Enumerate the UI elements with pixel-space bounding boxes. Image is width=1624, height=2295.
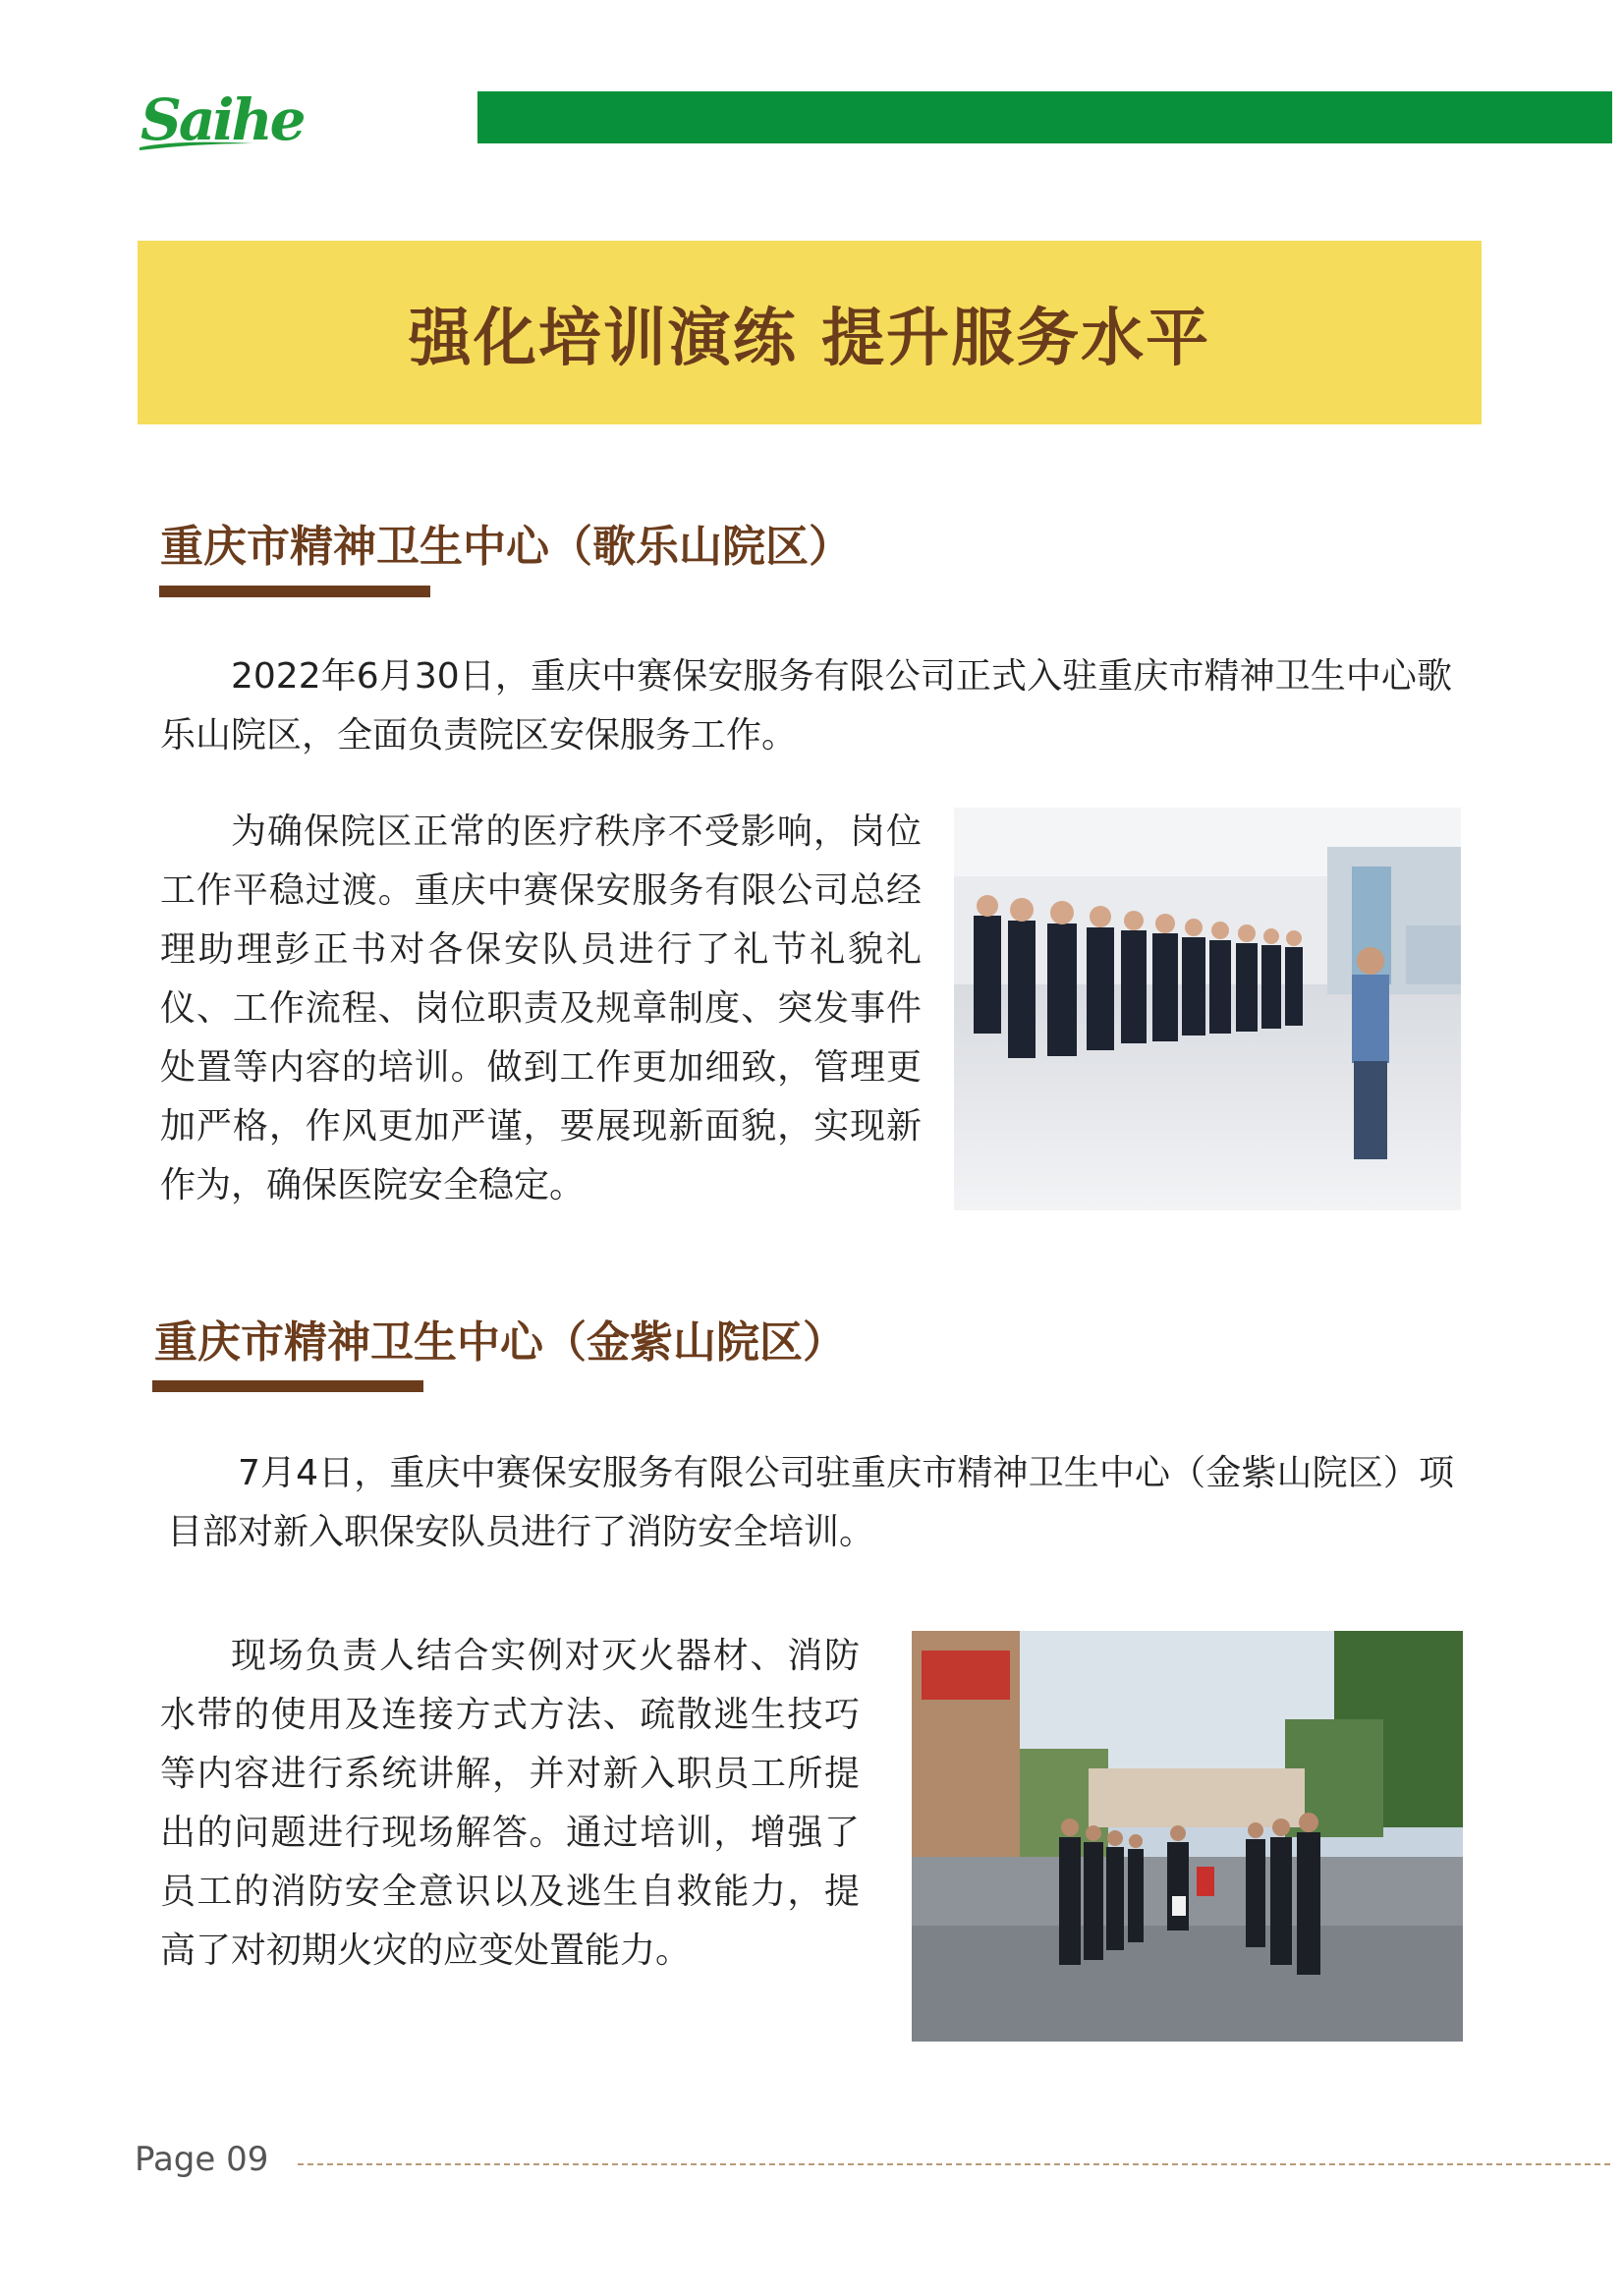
page-title: 强化培训演练 提升服务水平: [408, 302, 1211, 375]
section-1-title: 重庆市精神卫生中心（歌乐山院区）: [160, 522, 852, 572]
header-green-bar: [477, 91, 1612, 143]
logo-swoosh-icon: [138, 138, 255, 151]
section-2-underline: [152, 1380, 423, 1392]
footer-dashed-rule: [298, 2163, 1610, 2165]
photo-training-outdoor: [912, 1631, 1463, 2042]
photo-training-indoor: [954, 808, 1461, 1210]
section-1-underline: [159, 586, 430, 597]
saihe-logo: Saihe: [140, 86, 304, 153]
section-2-body: 现场负责人结合实例对灭火器材、消防水带的使用及连接方式方法、疏散逃生技巧等内容进行系统讲解，并对新入职员工所提出的问题进行现场解答。通过培训，增强了员工的消防安全意识以及逃生自救能力，提高了对初期火灾的应变处置能力。: [160, 1636, 860, 1971]
section-1-intro: 2022年6月30日，重庆中赛保安服务有限公司正式入驻重庆市精神卫生中心歌乐山院区，全面负责院区安保服务工作。: [160, 656, 1452, 756]
section-2-intro: 7月4日，重庆中赛保安服务有限公司驻重庆市精神卫生中心（金紫山院区）项目部对新入职保安队员进行了消防安全培训。: [167, 1453, 1454, 1552]
section-1-body: 为确保院区正常的医疗秩序不受影响，岗位工作平稳过渡。重庆中赛保安服务有限公司总经理助理彭正书对各保安队员进行了礼节礼貌礼仪、工作流程、岗位职责及规章制度、突发事件处置等内容的培训。做到工作更加细致，管理更加严格，作风更加严谨，要展现新面貌，实现新作为，确保医院安全稳定。: [160, 812, 922, 1205]
page-number: Page 09: [135, 2140, 269, 2179]
section-2-title: 重庆市精神卫生中心（金紫山院区）: [154, 1317, 846, 1368]
title-banner: [138, 241, 1482, 424]
